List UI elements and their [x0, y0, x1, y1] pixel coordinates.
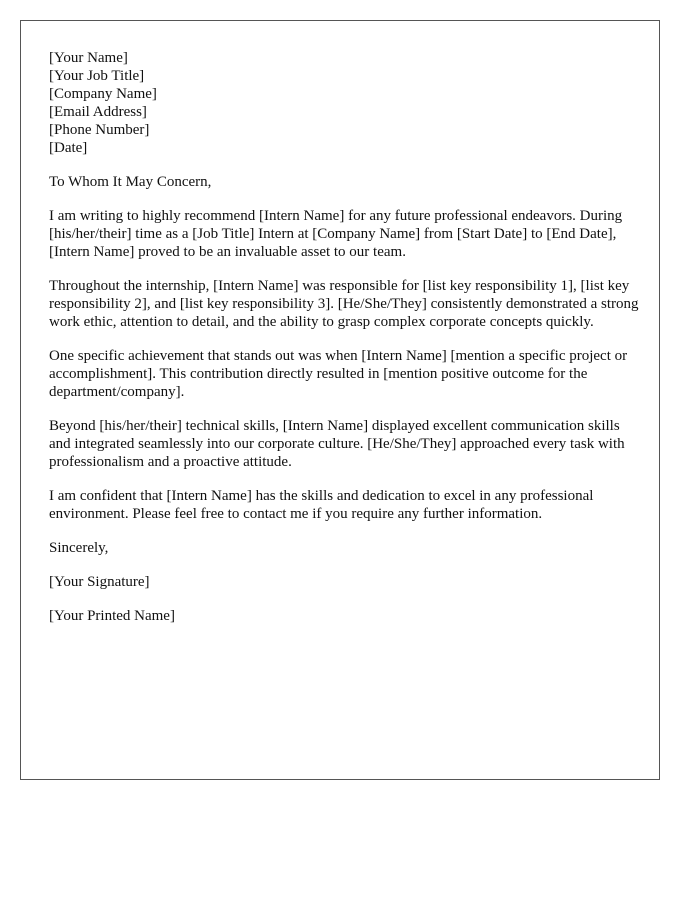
sender-job-title: [Your Job Title]	[49, 68, 145, 84]
paragraph-achievement: One specific achievement that stands out was when [Intern Name] [mention a specific project or accomplishment]. This contribution directly resulted in [mention positive outcome for the department/company].	[49, 348, 628, 400]
paragraph-skills: Beyond [his/her/their] technical skills, [Intern Name] displayed excellent communication skills and integrated seamlessly into our corporate culture. [He/She/They] approached every task with professionalism and a proactive attitude.	[49, 418, 625, 470]
closing: Sincerely,	[49, 540, 109, 556]
letter-body	[49, 49, 639, 625]
signature-placeholder: [Your Signature]	[49, 574, 150, 590]
salutation: To Whom It May Concern,	[49, 174, 212, 190]
letter-date: [Date]	[49, 140, 88, 156]
sender-email: [Email Address]	[49, 104, 147, 120]
letter-page	[20, 20, 660, 780]
paragraph-conclusion: I am confident that [Intern Name] has the skills and dedication to excel in any professional environment. Please feel free to contact me if you require any further information.	[49, 488, 594, 522]
sender-company-name: [Company Name]	[49, 86, 157, 102]
printed-name-placeholder: [Your Printed Name]	[49, 608, 175, 624]
paragraph-introduction: I am writing to highly recommend [Intern Name] for any future professional endeavors. During [his/her/their] time as a [Job Title] Intern at [Company Name] from [Start Date] to [End Date], [Intern Name] proved to be an invaluable asset to our team.	[49, 208, 623, 260]
paragraph-responsibilities: Throughout the internship, [Intern Name] was responsible for [list key responsibility 1], [list key responsibility 2], and [list key responsibility 3]. [He/She/They] consistently demonstrated a strong work ethic, attention to detail, and the ability to grasp complex corporate concepts quickly.	[49, 278, 639, 330]
sender-header	[49, 49, 639, 157]
sender-phone: [Phone Number]	[49, 122, 150, 138]
sender-name: [Your Name]	[49, 50, 128, 66]
